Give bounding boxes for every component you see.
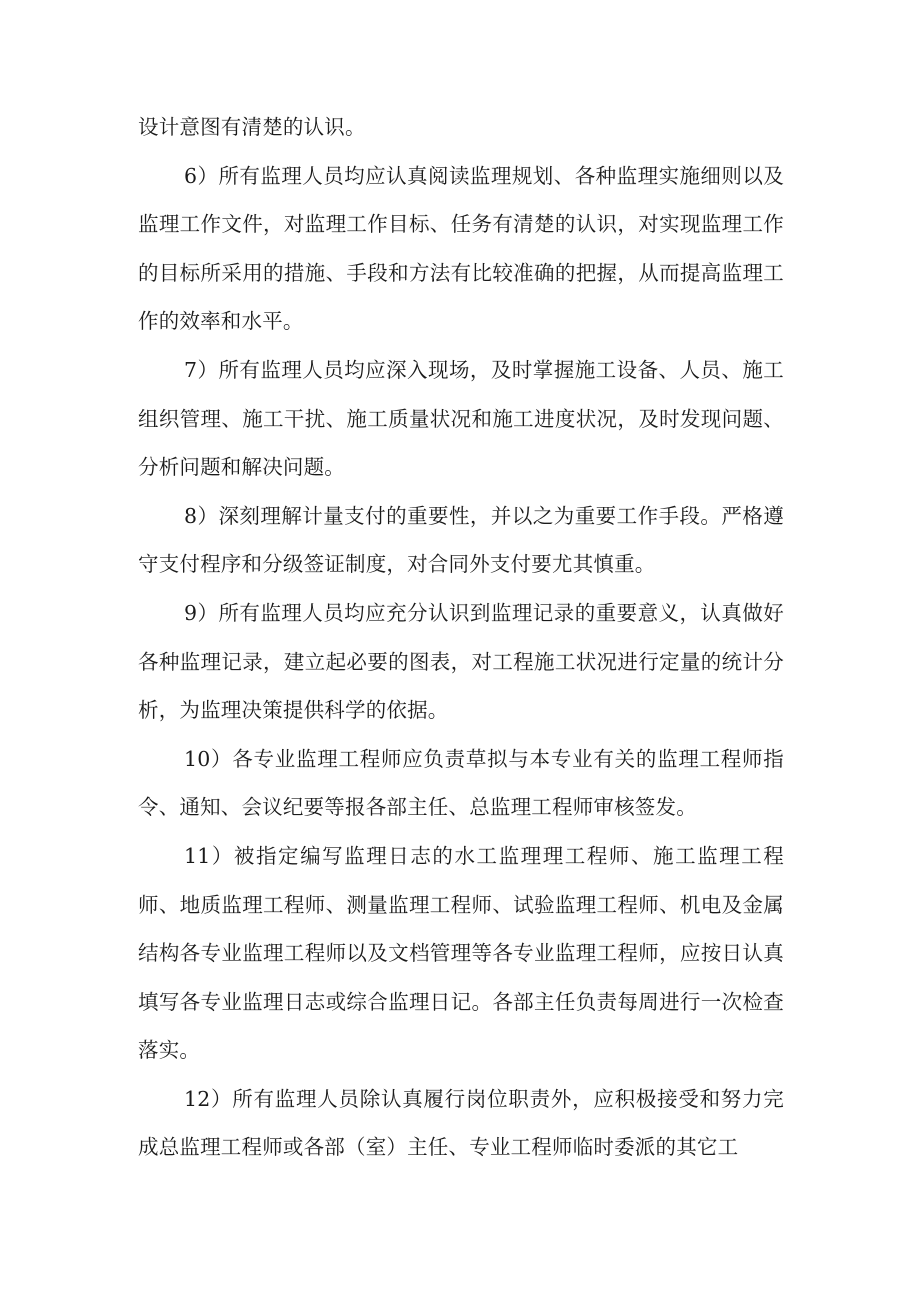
paragraph-continuation: 设计意图有清楚的认识。 [138,115,366,139]
paragraph-item-10: 10）各专业监理工程师应负责草拟与本专业有关的监理工程师指令、通知、会议纪要等报各部主任、总监理工程师审核签发。 [138,746,784,820]
paragraph-item-12: 12）所有监理人员除认真履行岗位职责外，应积极接受和努力完成总监理工程师或各部（室）主任、专业工程师临时委派的其它工 [138,1086,784,1160]
paragraph-item-11: 11）被指定编写监理日志的水工监理理工程师、施工监理工程师、地质监理工程师、测量监理工程师、试验监理工程师、机电及金属结构各专业监理工程师以及文档管理等各专业监理工程师，应按日认真填写各专业监理日志或综合监理日记。各部主任负责每周进行一次检查落实。 [138,843,784,1063]
paragraph-item-8: 8）深刻理解计量支付的重要性，并以之为重要工作手段。严格遵守支付程序和分级签证制度，对合同外支付要尤其慎重。 [138,503,784,577]
body-text [138,103,784,1172]
paragraph-item-7: 7）所有监理人员均应深入现场，及时掌握施工设备、人员、施工组织管理、施工干扰、施工质量状况和施工进度状况，及时发现问题、分析问题和解决问题。 [138,357,784,480]
paragraph-item-6: 6）所有监理人员均应认真阅读监理规划、各种监理实施细则以及监理工作文件，对监理工作目标、任务有清楚的认识，对实现监理工作的目标所采用的措施、手段和方法有比较准确的把握，从而提高监理工作的效率和水平。 [138,163,784,334]
paragraph-item-9: 9）所有监理人员均应充分认识到监理记录的重要意义，认真做好各种监理记录，建立起必要的图表，对工程施工状况进行定量的统计分析，为监理决策提供科学的依据。 [138,600,784,723]
